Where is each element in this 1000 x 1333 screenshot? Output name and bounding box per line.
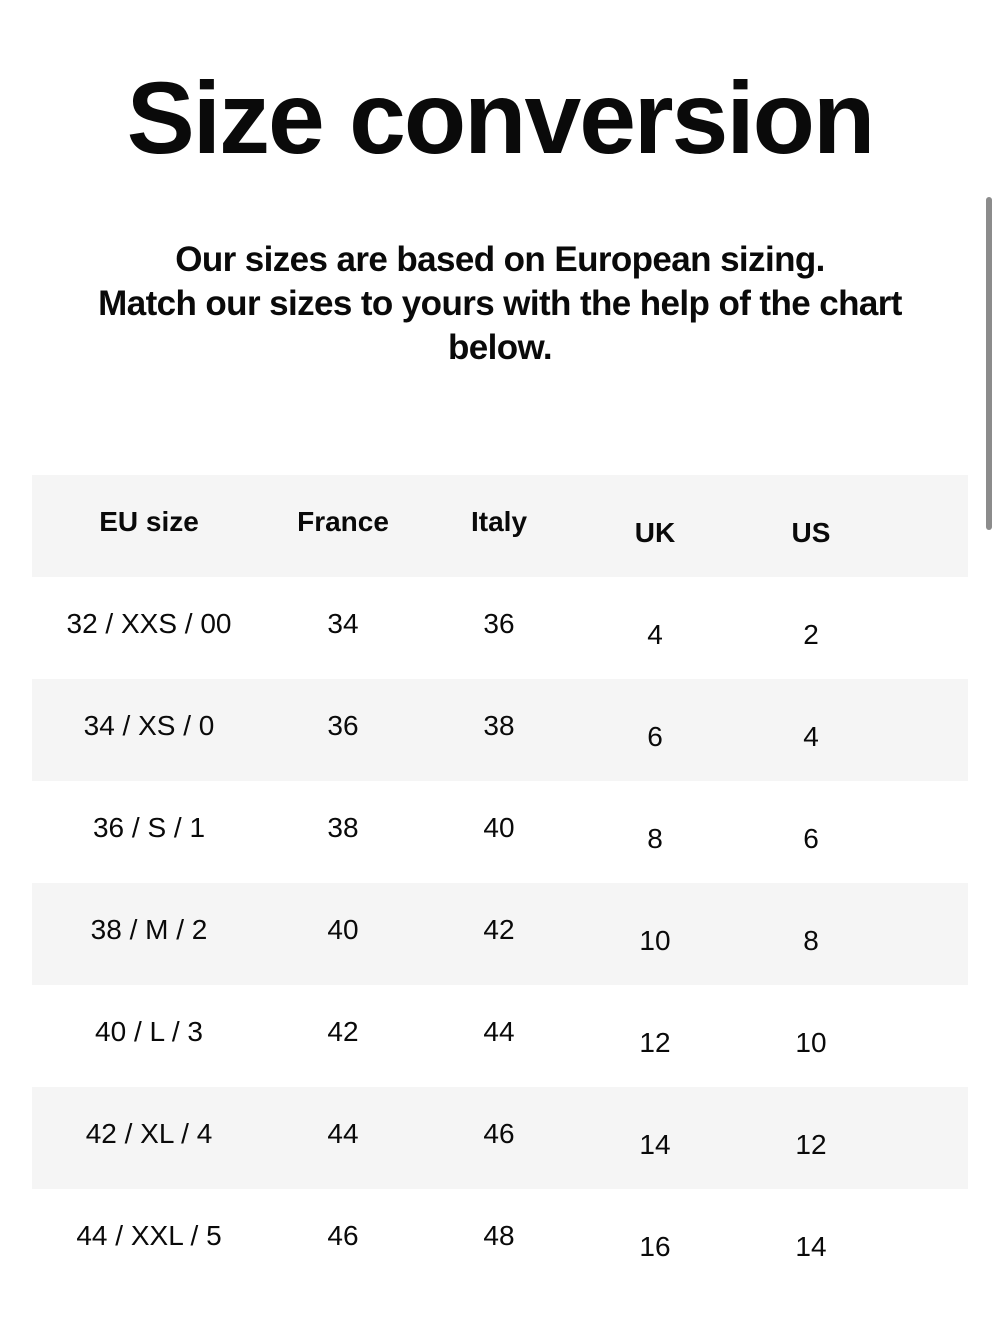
- cell-uk: 4: [647, 619, 663, 650]
- cell-italy: 48: [483, 1220, 515, 1251]
- cell-uk: 12: [639, 1027, 671, 1058]
- table-row: [32, 883, 968, 985]
- column-header-eu-size: EU size: [99, 506, 199, 537]
- table-row: [32, 1087, 968, 1189]
- table-header-row: [32, 475, 968, 577]
- cell-france: 38: [327, 812, 359, 843]
- page-subtitle: [60, 238, 940, 370]
- column-header-uk: UK: [634, 517, 676, 548]
- cell-italy: 38: [483, 710, 515, 741]
- cell-uk: 10: [639, 925, 671, 956]
- cell-us: 6: [803, 823, 819, 854]
- column-header-italy: Italy: [470, 506, 528, 537]
- cell-france: 40: [327, 914, 359, 945]
- cell-eu-size: 32 / XXS / 00: [66, 608, 232, 639]
- cell-italy: 36: [483, 608, 515, 639]
- cell-eu-size: 44 / XXL / 5: [76, 1220, 222, 1251]
- subtitle-line-3: below.: [448, 328, 552, 367]
- table-row: [32, 679, 968, 781]
- cell-eu-size: 40 / L / 3: [95, 1016, 203, 1047]
- cell-uk: 14: [639, 1129, 671, 1160]
- cell-uk: 8: [647, 823, 663, 854]
- cell-eu-size: 34 / XS / 0: [83, 710, 215, 741]
- cell-eu-size: 38 / M / 2: [90, 914, 208, 945]
- cell-us: 8: [803, 925, 819, 956]
- cell-us: 10: [795, 1027, 827, 1058]
- cell-france: 44: [327, 1118, 359, 1149]
- cell-france: 36: [327, 710, 359, 741]
- table-row: [32, 577, 968, 679]
- column-header-us: US: [791, 517, 831, 548]
- table-row: [32, 985, 968, 1087]
- cell-uk: 6: [647, 721, 663, 752]
- subtitle-line-2: Match our sizes to yours with the help of the chart: [98, 284, 902, 323]
- table-row: [32, 1189, 968, 1291]
- table-row: [32, 781, 968, 883]
- cell-italy: 46: [483, 1118, 515, 1149]
- cell-eu-size: 36 / S / 1: [92, 812, 206, 843]
- cell-italy: 42: [483, 914, 515, 945]
- cell-france: 34: [327, 608, 359, 639]
- cell-us: 4: [803, 721, 819, 752]
- page-title: Size conversion: [126, 61, 874, 175]
- cell-us: 2: [803, 619, 819, 650]
- vertical-scrollbar[interactable]: [986, 197, 992, 530]
- cell-us: 12: [795, 1129, 827, 1160]
- size-conversion-table: [32, 475, 968, 1291]
- cell-uk: 16: [639, 1231, 671, 1262]
- cell-eu-size: 42 / XL / 4: [85, 1118, 213, 1149]
- cell-france: 42: [327, 1016, 359, 1047]
- column-header-france: France: [297, 506, 389, 537]
- cell-italy: 44: [483, 1016, 515, 1047]
- subtitle-line-1: Our sizes are based on European sizing.: [175, 240, 825, 279]
- cell-italy: 40: [483, 812, 515, 843]
- cell-france: 46: [327, 1220, 359, 1251]
- cell-us: 14: [795, 1231, 827, 1262]
